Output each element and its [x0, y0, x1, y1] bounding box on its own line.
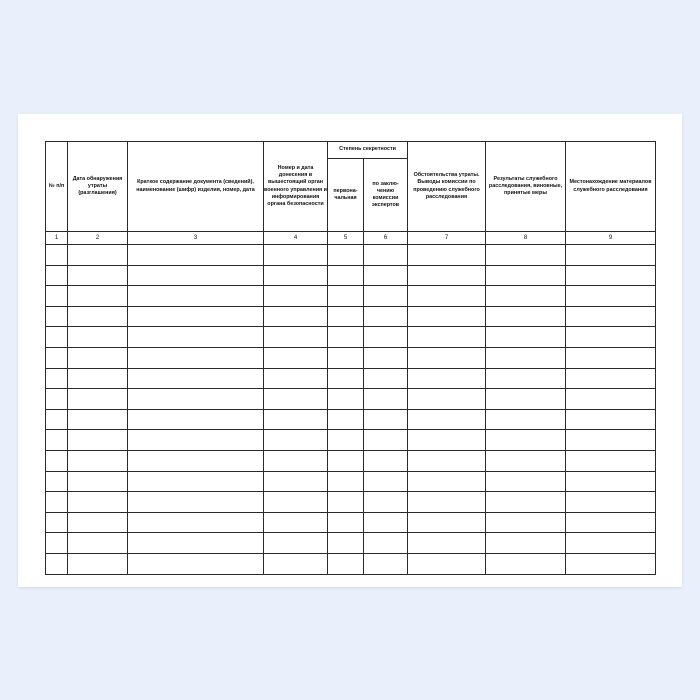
table-row[interactable] [46, 533, 656, 554]
table-cell[interactable] [46, 471, 68, 492]
table-cell[interactable] [264, 347, 328, 368]
table-cell[interactable] [68, 306, 128, 327]
table-cell[interactable] [128, 368, 264, 389]
colnum-6: 6 [364, 232, 408, 245]
table-cell[interactable] [364, 327, 408, 348]
table-cell[interactable] [264, 533, 328, 554]
table-cell[interactable] [566, 471, 656, 492]
header-col9: Местонахождение материалов служебного расследования [566, 142, 656, 232]
table-cell[interactable] [128, 450, 264, 471]
table-cell[interactable] [46, 450, 68, 471]
colnum-5: 5 [328, 232, 364, 245]
table-cell[interactable] [264, 492, 328, 513]
table-row[interactable] [46, 409, 656, 430]
table-cell[interactable] [46, 245, 68, 266]
table-cell[interactable] [486, 450, 566, 471]
table-row[interactable] [46, 430, 656, 451]
table-cell[interactable] [264, 327, 328, 348]
table-cell[interactable] [328, 553, 364, 574]
table-cell[interactable] [486, 245, 566, 266]
table-cell[interactable] [566, 347, 656, 368]
table-cell[interactable] [264, 245, 328, 266]
table-cell[interactable] [128, 430, 264, 451]
table-cell[interactable] [46, 430, 68, 451]
table-cell[interactable] [68, 430, 128, 451]
table-cell[interactable] [364, 533, 408, 554]
table-cell[interactable] [46, 492, 68, 513]
header-col3: Краткое содержание документа (сведений), наименование (шифр) изделия, номер, дата [128, 142, 264, 232]
table-cell[interactable] [364, 409, 408, 430]
table-cell[interactable] [128, 327, 264, 348]
table-cell[interactable] [364, 553, 408, 574]
colnum-3: 3 [128, 232, 264, 245]
table-cell[interactable] [328, 533, 364, 554]
colnum-2: 2 [68, 232, 128, 245]
table-cell[interactable] [46, 368, 68, 389]
table-cell[interactable] [264, 471, 328, 492]
table-cell[interactable] [328, 409, 364, 430]
table-cell[interactable] [566, 265, 656, 286]
table-cell[interactable] [128, 286, 264, 307]
table-cell[interactable] [328, 306, 364, 327]
table-cell[interactable] [364, 306, 408, 327]
header-row-main [46, 142, 656, 159]
table-cell[interactable] [486, 492, 566, 513]
table-row[interactable] [46, 245, 656, 266]
table-cell[interactable] [328, 389, 364, 410]
table-cell[interactable] [328, 368, 364, 389]
table-cell[interactable] [46, 389, 68, 410]
table-cell[interactable] [364, 368, 408, 389]
table-cell[interactable] [46, 286, 68, 307]
column-number-row [46, 232, 656, 245]
table-cell[interactable] [486, 368, 566, 389]
table-cell[interactable] [68, 245, 128, 266]
table-cell[interactable] [46, 327, 68, 348]
table-cell[interactable] [328, 327, 364, 348]
table-cell[interactable] [328, 245, 364, 266]
table-cell[interactable] [486, 512, 566, 533]
table-cell[interactable] [128, 553, 264, 574]
table-cell[interactable] [46, 553, 68, 574]
table-cell[interactable] [408, 409, 486, 430]
table-cell[interactable] [408, 389, 486, 410]
table-cell[interactable] [128, 409, 264, 430]
table-cell[interactable] [328, 471, 364, 492]
table-cell[interactable] [408, 286, 486, 307]
table-cell[interactable] [128, 265, 264, 286]
table-header [46, 142, 656, 245]
table-cell[interactable] [68, 409, 128, 430]
table-cell[interactable] [364, 347, 408, 368]
table-cell[interactable] [408, 245, 486, 266]
table-cell[interactable] [46, 265, 68, 286]
table-row[interactable] [46, 553, 656, 574]
table-cell[interactable] [486, 409, 566, 430]
table-cell[interactable] [566, 327, 656, 348]
colnum-1: 1 [46, 232, 68, 245]
table-cell[interactable] [408, 512, 486, 533]
table-cell[interactable] [264, 368, 328, 389]
table-cell[interactable] [364, 492, 408, 513]
table-cell[interactable] [364, 512, 408, 533]
table-cell[interactable] [264, 450, 328, 471]
table-row[interactable] [46, 306, 656, 327]
table-cell[interactable] [566, 306, 656, 327]
header-col1: № п/п [46, 142, 68, 232]
table-cell[interactable] [408, 450, 486, 471]
table-cell[interactable] [68, 327, 128, 348]
colnum-8: 8 [486, 232, 566, 245]
table-row[interactable] [46, 327, 656, 348]
table-cell[interactable] [408, 553, 486, 574]
table-cell[interactable] [566, 409, 656, 430]
table-cell[interactable] [68, 368, 128, 389]
table-row[interactable] [46, 347, 656, 368]
table-cell[interactable] [128, 306, 264, 327]
table-cell[interactable] [486, 306, 566, 327]
table-cell[interactable] [128, 512, 264, 533]
table-cell[interactable] [46, 512, 68, 533]
header-col5: первона-чальная [328, 159, 364, 232]
table-cell[interactable] [68, 450, 128, 471]
table-cell[interactable] [328, 512, 364, 533]
table-cell[interactable] [408, 327, 486, 348]
table-cell[interactable] [68, 492, 128, 513]
table-cell[interactable] [328, 450, 364, 471]
table-cell[interactable] [68, 389, 128, 410]
table-cell[interactable] [408, 430, 486, 451]
table-cell[interactable] [128, 245, 264, 266]
table-cell[interactable] [364, 286, 408, 307]
table-cell[interactable] [364, 430, 408, 451]
table-cell[interactable] [486, 430, 566, 451]
table-cell[interactable] [68, 553, 128, 574]
table-cell[interactable] [128, 389, 264, 410]
table-cell[interactable] [264, 409, 328, 430]
table-cell[interactable] [566, 389, 656, 410]
table-cell[interactable] [68, 471, 128, 492]
table-cell[interactable] [566, 450, 656, 471]
table-cell[interactable] [128, 471, 264, 492]
table-cell[interactable] [68, 512, 128, 533]
table-cell[interactable] [486, 286, 566, 307]
document-page [18, 114, 682, 587]
table-cell[interactable] [264, 306, 328, 327]
table-cell[interactable] [328, 286, 364, 307]
header-col7: Обстоятельства утраты. Выводы комиссии по проведению служебного расследования [408, 142, 486, 232]
table-cell[interactable] [264, 265, 328, 286]
table-cell[interactable] [408, 306, 486, 327]
table-cell[interactable] [364, 389, 408, 410]
table-cell[interactable] [328, 430, 364, 451]
colnum-7: 7 [408, 232, 486, 245]
table-cell[interactable] [46, 347, 68, 368]
header-col4: Номер и дата донесения в вышестоящий орган военного управления и информирования органа безопасности [264, 142, 328, 232]
header-col6: по заклю-чению комиссии экспертов [364, 159, 408, 232]
table-cell[interactable] [264, 286, 328, 307]
table-cell[interactable] [408, 471, 486, 492]
table-cell[interactable] [68, 347, 128, 368]
table-cell[interactable] [566, 368, 656, 389]
table-cell[interactable] [46, 306, 68, 327]
table-cell[interactable] [408, 368, 486, 389]
table-cell[interactable] [264, 553, 328, 574]
table-cell[interactable] [408, 533, 486, 554]
header-col8: Результаты служебного расследования, виновные, принятые меры [486, 142, 566, 232]
table-row[interactable] [46, 512, 656, 533]
table-row[interactable] [46, 471, 656, 492]
header-col5-group: Степень секретности [328, 142, 408, 159]
table-cell[interactable] [264, 430, 328, 451]
table-row[interactable] [46, 492, 656, 513]
table-cell[interactable] [408, 265, 486, 286]
table-cell[interactable] [566, 245, 656, 266]
table-cell[interactable] [486, 389, 566, 410]
table-cell[interactable] [364, 245, 408, 266]
table-cell[interactable] [328, 347, 364, 368]
table-cell[interactable] [566, 430, 656, 451]
table-cell[interactable] [128, 347, 264, 368]
table-cell[interactable] [566, 492, 656, 513]
table-cell[interactable] [408, 347, 486, 368]
journal-table [45, 141, 656, 575]
table-cell[interactable] [486, 471, 566, 492]
table-cell[interactable] [364, 265, 408, 286]
table-row[interactable] [46, 450, 656, 471]
table-cell[interactable] [364, 450, 408, 471]
table-cell[interactable] [486, 265, 566, 286]
table-cell[interactable] [128, 533, 264, 554]
table-row[interactable] [46, 368, 656, 389]
colnum-4: 4 [264, 232, 328, 245]
table-cell[interactable] [46, 533, 68, 554]
table-cell[interactable] [486, 533, 566, 554]
table-body [46, 245, 656, 575]
table-cell[interactable] [408, 492, 486, 513]
table-row[interactable] [46, 389, 656, 410]
table-cell[interactable] [328, 265, 364, 286]
header-col2: Дата обнаружения утраты (разглашения) [68, 142, 128, 232]
table-cell[interactable] [364, 471, 408, 492]
table-cell[interactable] [486, 347, 566, 368]
table-cell[interactable] [486, 553, 566, 574]
table-cell[interactable] [328, 492, 364, 513]
table-cell[interactable] [566, 512, 656, 533]
table-cell[interactable] [68, 286, 128, 307]
table-cell[interactable] [128, 492, 264, 513]
table-cell[interactable] [264, 389, 328, 410]
table-cell[interactable] [486, 327, 566, 348]
table-cell[interactable] [68, 265, 128, 286]
table-cell[interactable] [566, 553, 656, 574]
table-cell[interactable] [566, 286, 656, 307]
table-cell[interactable] [264, 512, 328, 533]
table-cell[interactable] [46, 409, 68, 430]
table-cell[interactable] [68, 533, 128, 554]
table-row[interactable] [46, 286, 656, 307]
table-row[interactable] [46, 265, 656, 286]
table-cell[interactable] [566, 533, 656, 554]
colnum-9: 9 [566, 232, 656, 245]
